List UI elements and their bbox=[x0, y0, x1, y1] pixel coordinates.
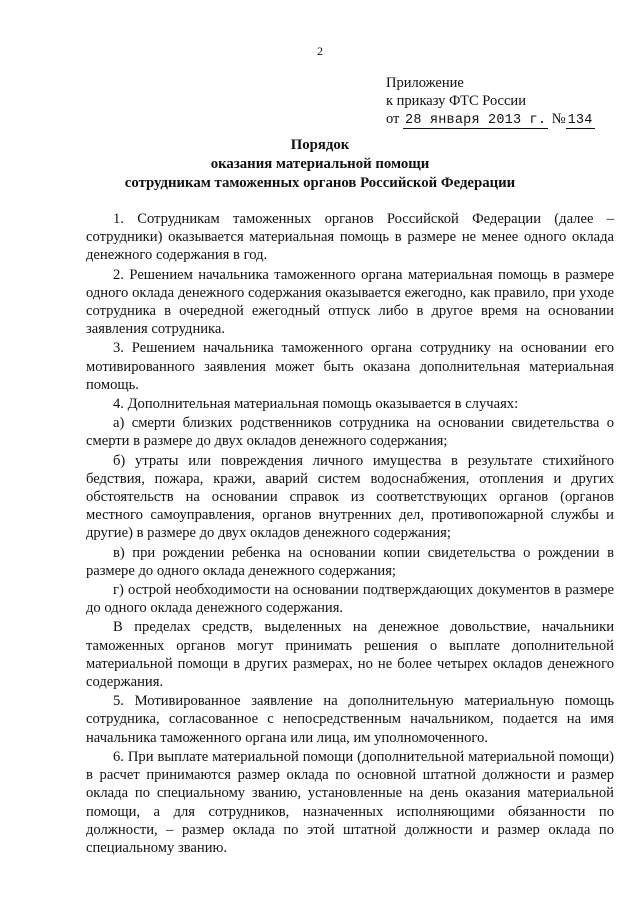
paragraph-6: 6. При выплате материальной помощи (дополнительной материальной помощи) в расчет принимаются размер оклада по основной штатной должности и размер оклада по специальному званию, установленные на день оказания материальной помощи, а для сотрудников, назначенных исполняющими обязанности по должности, – размер оклада по этой штатной должности и размер оклада по специальному званию. bbox=[86, 748, 614, 856]
paragraph-4: 4. Дополнительная материальная помощь оказывается в случаях: bbox=[113, 396, 519, 413]
paragraph-4a: а) смерти близких родственников сотрудника на основании свидетельства о смерти в размере до двух окладов денежного содержания; bbox=[86, 415, 614, 450]
paragraph-4d: г) острой необходимости на основании подтверждающих документов в размере до одного оклада денежного содержания. bbox=[86, 582, 614, 617]
document-title bbox=[0, 136, 640, 193]
paragraph-1: 1. Сотрудникам таможенных органов Российской Федерации (далее – сотрудники) оказывается материальная помощь в размере не менее одного оклада денежного содержания в год. bbox=[86, 211, 614, 264]
appendix-order-ref: к приказу ФТС России bbox=[386, 93, 526, 109]
title-line-2: оказания материальной помощи bbox=[210, 156, 430, 172]
title-line-1: Порядок bbox=[290, 137, 350, 153]
appendix-header bbox=[386, 74, 626, 129]
paragraph-3: 3. Решением начальника таможенного органа сотруднику на основании его мотивированного заявления может быть оказана дополнительная материальная помощь. bbox=[86, 340, 614, 393]
paragraph-4b: б) утраты или повреждения личного имущества в результате стихийного бедствия, пожара, кражи, аварий систем водоснабжения, отопления и других обстоятельств на основании справок из соответствующих органов (органов местного самоуправления, органов внутренних дел, противопожарной службы и другие) в размере до двух окладов денежного содержания; bbox=[86, 452, 614, 542]
order-date: 28 января 2013 г. bbox=[405, 113, 547, 128]
order-date-prefix: от bbox=[386, 111, 400, 127]
order-number-label: № bbox=[551, 111, 566, 127]
page-number: 2 bbox=[317, 44, 323, 58]
document-body bbox=[86, 210, 614, 858]
order-date-number bbox=[386, 110, 626, 129]
paragraph-5: 5. Мотивированное заявление на дополнительную материальную помощь сотрудника, согласованное с непосредственным начальником, подается на имя начальника таможенного органа или лица, им уполномоченного. bbox=[86, 693, 614, 746]
paragraph-2: 2. Решением начальника таможенного органа материальная помощь в размере одного оклада денежного содержания оказывается ежегодно, как правило, при уходе сотрудника в очередной ежегодный отпуск либо в другое время на основании заявления сотрудника. bbox=[86, 266, 614, 338]
appendix-label: Приложение bbox=[386, 75, 464, 91]
title-line-3: сотрудникам таможенных органов Российской Федерации bbox=[124, 175, 516, 191]
paragraph-4c: в) при рождении ребенка на основании копии свидетельства о рождении в размере до одного оклада денежного содержания; bbox=[86, 544, 614, 579]
order-number: 134 bbox=[567, 113, 593, 128]
paragraph-4-note: В пределах средств, выделенных на денежное довольствие, начальники таможенных органов могут принимать решения о выплате дополнительной материальной помощи в других размерах, но не более четырех окладов денежного содержания. bbox=[86, 619, 614, 691]
